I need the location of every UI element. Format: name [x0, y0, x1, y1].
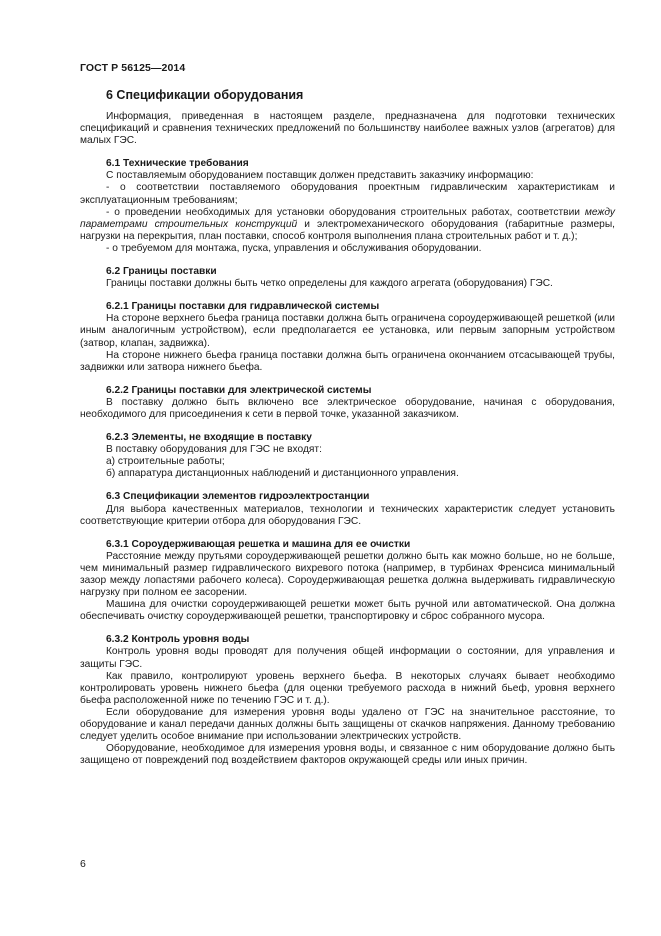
paragraph: Для выбора качественных материалов, технологии и технических характеристик следует установить соответствующие критерии отбора для оборудования ГЭС. [80, 503, 615, 527]
paragraph: Границы поставки должны быть четко определены для каждого агрегата (оборудования) ГЭС. [106, 278, 553, 290]
text-run: и электромеханического оборудования (габаритные размеры, нагрузки на перекрытия, план поставки, способ контроля выполнения плана строительных работ и т. д.); [80, 218, 615, 242]
paragraph: Если оборудование для измерения уровня воды удалено от ГЭС на значительное расстояние, то оборудование и канал передачи данных должны быть защищены от скачков напряжения. Данному требованию следует уделить особое внимание при использовании электрических устройств. [80, 706, 615, 743]
paragraph: На стороне нижнего бьефа граница поставки должна быть ограничена окончанием отсасывающей трубы, задвижки или затвора нижнего бьефа. [80, 349, 615, 373]
paragraph: Машина для очистки сороудерживающей решетки может быть ручной или автоматической. Она должна обеспечивать очистку сороудерживающей решетки, транспортировку и сброс собранного мусора. [80, 599, 615, 623]
list-item: - о соответствии поставляемого оборудования проектным гидравлическим характеристикам и эксплуатационным требованиям; [80, 182, 615, 206]
list-item: б) аппаратура дистанционных наблюдений и дистанционного управления. [106, 468, 459, 480]
paragraph: С поставляемым оборудованием поставщик должен представить заказчику информацию: [106, 170, 534, 182]
section-title: 6 Спецификации оборудования [106, 88, 304, 102]
text-run: - о проведении необходимых для установки оборудования строительных работах, соответствии [106, 206, 585, 218]
subsection-6-2-3-title: 6.2.3 Элементы, не входящие в поставку [106, 432, 312, 444]
paragraph: Как правило, контролируют уровень верхнего бьефа. В некоторых случаях бывает необходимо контролировать уровень нижнего бьефа (для оценки требуемого расхода в нижний бьеф, уровня верхнего бьефа расположенной ниже по течению ГЭС и т. д.). [80, 670, 615, 706]
subsection-6-2-title: 6.2 Границы поставки [106, 266, 217, 278]
paragraph: В поставку должно быть включено все электрическое оборудование, начиная с оборудования, необходимого для присоединения к сети в первой точке, указанной заказчиком. [80, 396, 615, 420]
paragraph: Контроль уровня воды проводят для получения общей информации о состоянии, для управления и защиты ГЭС. [80, 646, 615, 670]
paragraph: На стороне верхнего бьефа граница поставки должна быть ограничена сороудерживающей решеткой (или иным аналогичным устройством), если предполагается ее установка, или первым запорным устройством (затвор, клапан, задвижка). [80, 313, 615, 349]
subsection-6-2-2-title: 6.2.2 Границы поставки для электрической системы [106, 384, 372, 396]
subsection-6-3-title: 6.3 Спецификации элементов гидроэлектростанции [106, 491, 370, 503]
paragraph: В поставку оборудования для ГЭС не входят: [106, 444, 322, 456]
list-item: а) строительные работы; [106, 456, 225, 468]
document-header: ГОСТ Р 56125—2014 [80, 62, 186, 74]
list-item: - о требуемом для монтажа, пуска, управления и обслуживания оборудовании. [106, 242, 482, 254]
italic-text: между параметрами строительных конструкций [80, 206, 615, 230]
subsection-6-3-1-title: 6.3.1 Сороудерживающая решетка и машина для ее очистки [106, 538, 411, 550]
document-body [80, 88, 615, 767]
list-item [80, 207, 615, 243]
subsection-6-1-title: 6.1 Технические требования [106, 158, 249, 170]
paragraph: Расстояние между прутьями сороудерживающей решетки должно быть как можно больше, но не больше, чем минимальный размер гидравлического вихревого потока (например, в турбинах Френсиса минимальный зазор между лопастями рабочего колеса). Сороудерживающая решетка должна выдерживать гидравлическую нагрузку при полном ее засорении. [80, 550, 615, 599]
section-intro: Информация, приведенная в настоящем разделе, предназначена для подготовки технических спецификаций и сравнения технических предложений по большинству наиболее важных узлов (агрегатов) для малых ГЭС. [80, 111, 615, 147]
paragraph: Оборудование, необходимое для измерения уровня воды, и связанное с ним оборудование должно быть защищено от повреждений под воздействием факторов окружающей среды или иных причин. [80, 743, 615, 767]
page-number: 6 [80, 858, 86, 870]
subsection-6-2-1-title: 6.2.1 Границы поставки для гидравлической системы [106, 301, 380, 313]
subsection-6-3-2-title: 6.3.2 Контроль уровня воды [106, 634, 250, 646]
